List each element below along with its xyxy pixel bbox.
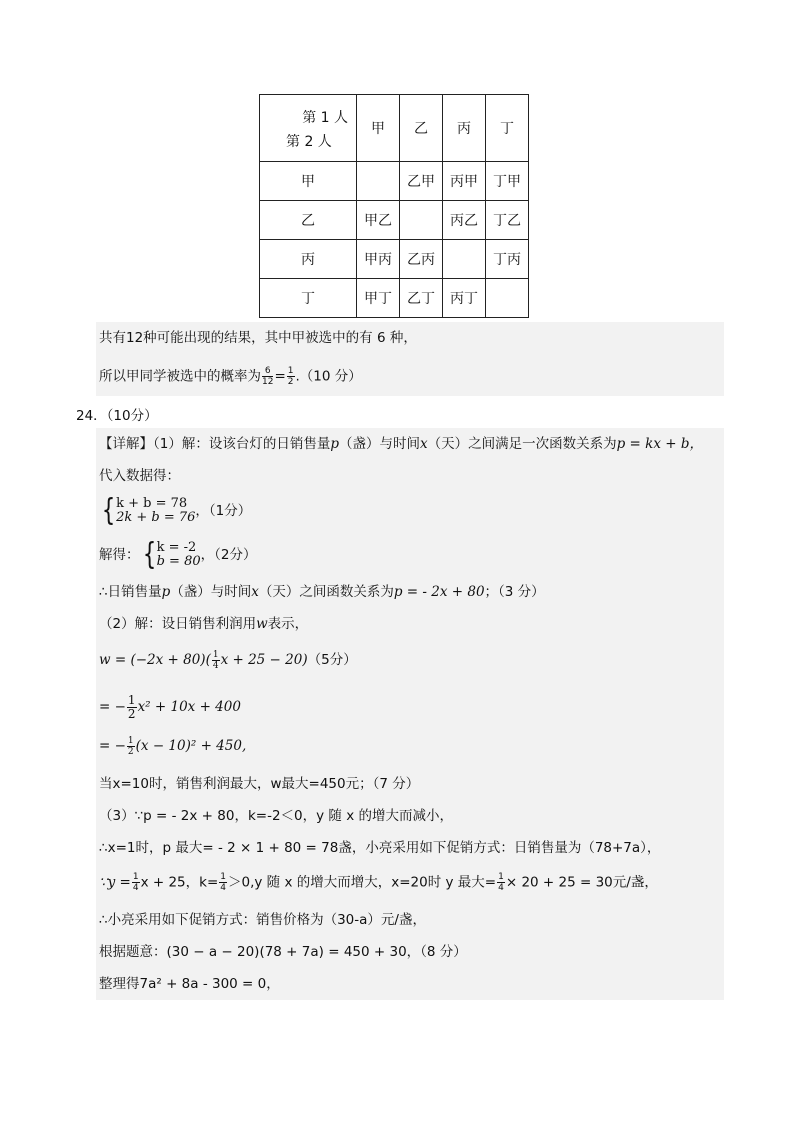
table-cell: 甲丙 [357,240,400,279]
table-cell: 丁甲 [486,162,529,201]
result-count-line: 共有12种可能出现的结果，其中甲被选中的有 6 种， [99,330,417,346]
fraction: $\frac{1}{2}$ [127,693,136,721]
fraction: $\frac{6}{12}$ [262,366,274,387]
corner-label-person2: 第 2 人 [286,134,332,150]
table-cell [400,201,443,240]
table-row [260,162,529,201]
table-cell [486,279,529,318]
equals-sign: = [274,368,286,385]
table-cell [443,240,486,279]
probability-line [99,366,362,387]
solution-line-6: （2）解：设日销售利润用w表示， [99,616,309,632]
table-cell: 丁丙 [486,240,529,279]
solution-line-1: 【详解】（1）解：设该台灯的日销售量p（盏）与时间x（天）之间满足一次函数关系为p = kx + b， [99,436,703,452]
col-header: 乙 [400,95,443,162]
table-cell: 丁乙 [486,201,529,240]
table-row [260,201,529,240]
fraction: $\frac{1}{4}$ [132,872,139,893]
solution-line-2: 代入数据得： [99,468,180,484]
table-cell: 甲乙 [357,201,400,240]
profit-equation: w = (−2x + 80)( $\frac{1}{4}$ x + 25 − 20)（5分） [99,650,357,671]
corner-label-person1: 第 1 人 [302,110,348,126]
profit-vertex-form: = − $\frac{1}{2}$ (x − 10)² + 450, [99,736,247,757]
row-header: 丁 [260,279,357,318]
table-cell: 甲丁 [357,279,400,318]
part3-line-4: ∴小亮采用如下促销方式：销售价格为（30-a）元/盏， [99,912,426,928]
table-cell: 丙丁 [443,279,486,318]
solution-line-5: ∴日销售量p（盏）与时间x（天）之间函数关系为p = - 2x + 80；（3 分） [99,584,545,600]
equation-system-1: { k + b = 78 2k + b = 76 ，（1分） [101,493,252,528]
score-note: .（10 分） [295,368,362,385]
part3-line-1: （3）∵p = - 2x + 80，k=-2＜0，y 随 x 的增大而减小， [99,808,453,824]
probability-text: 所以甲同学被选中的概率为 [99,368,261,385]
part3-equation: 根据题意：(30 − a − 20)(78 + 7a) = 450 + 30，（8 分） [99,944,467,960]
part3-line-3: ∵y = $\frac{1}{4}$ x + 25，k= $\frac{1}{4}$ ＞0,y 随 x 的增大而增大，x=20时 y 最大= $\frac{1}{4}$ × 20 + 25 = 30元/盏， [99,872,658,893]
part3-line-2: ∴x=1时，p 最大= - 2 × 1 + 80 = 78盏，小亮采用如下促销方式：日销售量为（78+7a）， [99,840,661,856]
profit-expanded: = − $\frac{1}{2}$ x² + 10x + 400 [99,693,241,721]
col-header: 甲 [357,95,400,162]
table-row [260,240,529,279]
table-cell: 乙丁 [400,279,443,318]
fraction: $\frac{1}{2}$ [127,736,134,757]
fraction: $\frac{1}{2}$ [287,366,294,387]
fraction: $\frac{1}{4}$ [212,650,219,671]
outcome-table [259,94,529,318]
equation-system-2: 解得：{ k = -2 b = 80 ，（2分） [99,537,257,572]
fraction: $\frac{1}{4}$ [220,872,226,893]
max-profit-line: 当x=10时，销售利润最大，w最大=450元；（7 分） [99,776,420,792]
table-cell: 乙甲 [400,162,443,201]
part3-quadratic: 整理得7a² + 8a - 300 = 0， [99,976,280,992]
fraction: $\frac{1}{4}$ [498,872,504,893]
table-row [260,279,529,318]
row-header: 甲 [260,162,357,201]
table-cell: 丙乙 [443,201,486,240]
col-header: 丁 [486,95,529,162]
table-cell [357,162,400,201]
row-header: 乙 [260,201,357,240]
brace-icon: { [142,537,156,572]
col-header: 丙 [443,95,486,162]
table-cell: 乙丙 [400,240,443,279]
table-cell: 丙甲 [443,162,486,201]
row-header: 丙 [260,240,357,279]
table-corner-cell [260,95,357,162]
brace-icon: { [101,493,116,528]
question-number: 24．（10分） [76,408,158,424]
